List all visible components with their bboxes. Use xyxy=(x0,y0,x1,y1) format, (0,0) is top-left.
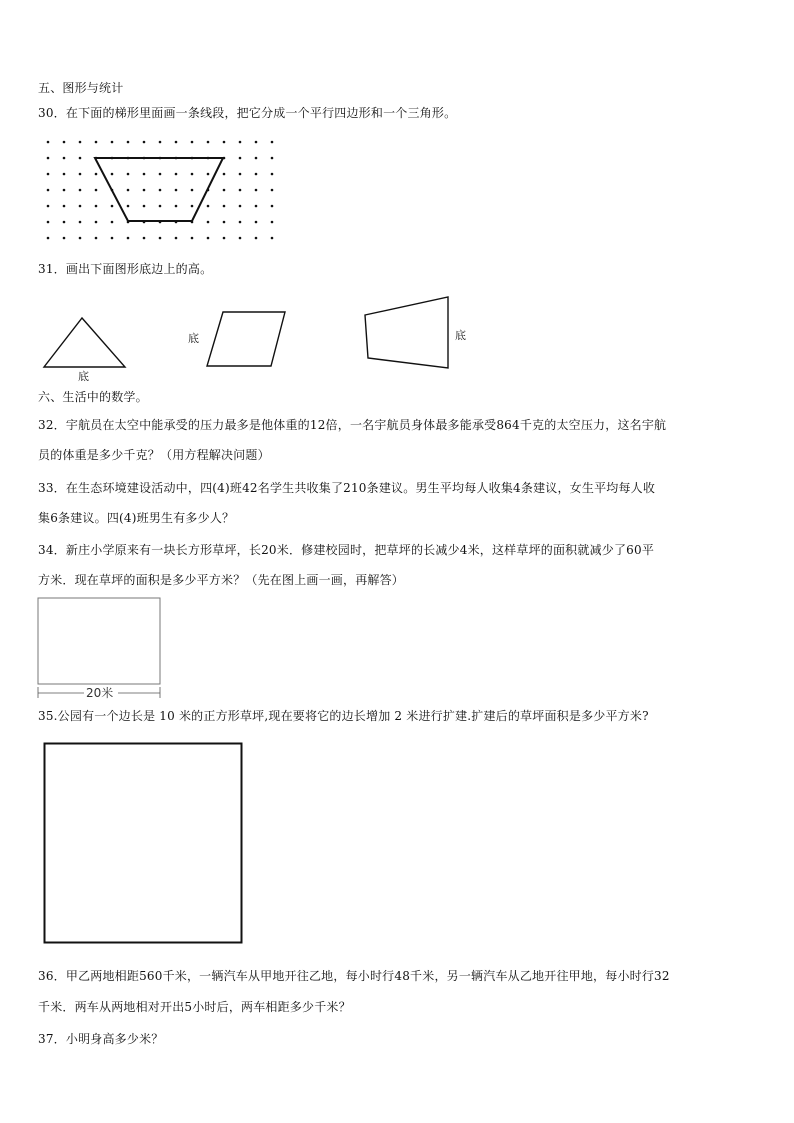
grid-dot xyxy=(271,157,274,160)
grid-dot xyxy=(239,205,242,208)
section-6-title: 六、生活中的数学。 xyxy=(38,390,148,404)
grid-dot xyxy=(159,141,162,144)
grid-dot xyxy=(95,141,98,144)
grid-dot xyxy=(271,205,274,208)
grid-dot xyxy=(63,157,66,160)
grid-dot xyxy=(63,173,66,176)
grid-dot xyxy=(47,205,50,208)
grid-dot xyxy=(223,221,226,224)
parallelogram-figure xyxy=(185,300,295,372)
grid-dot xyxy=(143,189,146,192)
grid-dot xyxy=(111,173,114,176)
triangle-shape xyxy=(44,318,125,367)
grid-dot xyxy=(175,173,178,176)
grid-dot xyxy=(175,141,178,144)
grid-dot xyxy=(191,173,194,176)
grid-dot xyxy=(255,141,258,144)
grid-dot xyxy=(95,205,98,208)
grid-dot xyxy=(63,237,66,240)
grid-dot xyxy=(239,157,242,160)
grid-dot xyxy=(47,221,50,224)
grid-dot xyxy=(95,173,98,176)
grid-dot xyxy=(207,237,210,240)
grid-dot xyxy=(79,237,82,240)
grid-dot xyxy=(207,221,210,224)
grid-dot xyxy=(47,237,50,240)
grid-dot xyxy=(111,205,114,208)
question-36-line-2: 千米．两车从两地相对开出5小时后，两车相距多少千米？ xyxy=(38,1000,351,1014)
grid-dot xyxy=(127,205,130,208)
grid-dot xyxy=(47,189,50,192)
grid-dot xyxy=(191,237,194,240)
trapezoid-base-label: 底 xyxy=(455,329,466,342)
question-32-line-1: 32．宇航员在太空中能承受的压力最多是他体重的12倍，一名宇航员身体最多能承受864千克的太空压力，这名宇航 xyxy=(38,418,667,432)
question-37: 37．小明身高多少米？ xyxy=(38,1032,164,1046)
grid-dot xyxy=(63,141,66,144)
grid-dot xyxy=(239,221,242,224)
grid-dot xyxy=(159,237,162,240)
grid-dot xyxy=(223,189,226,192)
parallelogram-shape xyxy=(207,312,285,366)
grid-dot xyxy=(255,237,258,240)
grid-dot xyxy=(223,173,226,176)
grid-dot xyxy=(79,157,82,160)
right-trapezoid-figure xyxy=(360,292,480,372)
dot-grid xyxy=(47,141,274,240)
grid-dot xyxy=(175,237,178,240)
grid-dot xyxy=(207,205,210,208)
grid-dot xyxy=(271,237,274,240)
question-33-line-1: 33．在生态环境建设活动中，四(4)班42名学生共收集了210条建议。男生平均每人收集4条建议，女生平均每人收 xyxy=(38,481,656,495)
grid-dot xyxy=(255,173,258,176)
grid-dot xyxy=(223,141,226,144)
grid-dot xyxy=(143,173,146,176)
dot-grid-trapezoid-figure xyxy=(40,135,290,245)
grid-dot xyxy=(63,221,66,224)
grid-dot xyxy=(143,205,146,208)
grid-dot xyxy=(79,221,82,224)
grid-dot xyxy=(79,189,82,192)
question-33-line-2: 集6条建议。四(4)班男生有多少人？ xyxy=(38,511,235,525)
grid-dot xyxy=(127,141,130,144)
grid-dot xyxy=(127,173,130,176)
grid-dot xyxy=(47,173,50,176)
grid-dot xyxy=(239,237,242,240)
grid-dot xyxy=(95,189,98,192)
grid-dot xyxy=(207,141,210,144)
grid-dot xyxy=(255,221,258,224)
question-34-line-2: 方米．现在草坪的面积是多少平方米？（先在图上画一画，再解答） xyxy=(38,573,405,587)
grid-dot xyxy=(223,205,226,208)
grid-dot xyxy=(95,221,98,224)
question-30: 30．在下面的梯形里面画一条线段，把它分成一个平行四边形和一个三角形。 xyxy=(38,106,457,120)
grid-dot xyxy=(239,141,242,144)
grid-dot xyxy=(255,189,258,192)
grid-dot xyxy=(191,189,194,192)
triangle-figure xyxy=(40,310,135,383)
grid-dot xyxy=(111,237,114,240)
grid-dot xyxy=(239,173,242,176)
grid-dot xyxy=(175,189,178,192)
grid-dot xyxy=(127,189,130,192)
dimension-label: 20米 xyxy=(86,686,114,700)
grid-dot xyxy=(255,205,258,208)
triangle-base-label: 底 xyxy=(78,370,89,383)
square-lawn xyxy=(45,744,242,943)
grid-dot xyxy=(159,173,162,176)
grid-dot xyxy=(271,189,274,192)
grid-dot xyxy=(271,141,274,144)
grid-dot xyxy=(207,173,210,176)
grid-dot xyxy=(223,237,226,240)
grid-dot xyxy=(191,205,194,208)
grid-dot xyxy=(159,205,162,208)
lawn-rectangle xyxy=(38,598,160,684)
question-31: 31．画出下面图形底边上的高。 xyxy=(38,262,213,276)
grid-dot xyxy=(63,189,66,192)
grid-dot xyxy=(95,237,98,240)
question-36-line-1: 36．甲乙两地相距560千米，一辆汽车从甲地开往乙地，每小时行48千米，另一辆汽车从乙地开往甲地，每小时行32 xyxy=(38,969,670,983)
grid-dot xyxy=(175,205,178,208)
right-trapezoid-shape xyxy=(365,297,448,368)
grid-dot xyxy=(79,173,82,176)
question-34-line-1: 34．新庄小学原来有一块长方形草坪，长20米．修建校园时，把草坪的长减少4米，这样草坪的面积就减少了60平 xyxy=(38,543,655,557)
grid-dot xyxy=(143,237,146,240)
grid-dot xyxy=(47,157,50,160)
grid-dot xyxy=(111,221,114,224)
grid-dot xyxy=(239,189,242,192)
grid-dot xyxy=(143,141,146,144)
question-35: 35.公园有一个边长是 10 米的正方形草坪,现在要将它的边长增加 2 米进行扩建.扩建后的草坪面积是多少平方米? xyxy=(38,709,649,723)
question-32-line-2: 员的体重是多少千克？（用方程解决问题） xyxy=(38,448,270,462)
grid-dot xyxy=(111,141,114,144)
grid-dot xyxy=(79,141,82,144)
square-lawn-figure xyxy=(43,742,245,946)
grid-dot xyxy=(159,189,162,192)
grid-dot xyxy=(127,237,130,240)
grid-dot xyxy=(63,205,66,208)
parallelogram-base-label: 底 xyxy=(188,332,199,345)
grid-dot xyxy=(255,157,258,160)
grid-dot xyxy=(191,141,194,144)
lawn-rectangle-figure xyxy=(36,596,166,706)
grid-dot xyxy=(271,221,274,224)
grid-dot xyxy=(271,173,274,176)
grid-dot xyxy=(79,205,82,208)
section-5-title: 五、图形与统计 xyxy=(38,81,124,95)
grid-dot xyxy=(47,141,50,144)
